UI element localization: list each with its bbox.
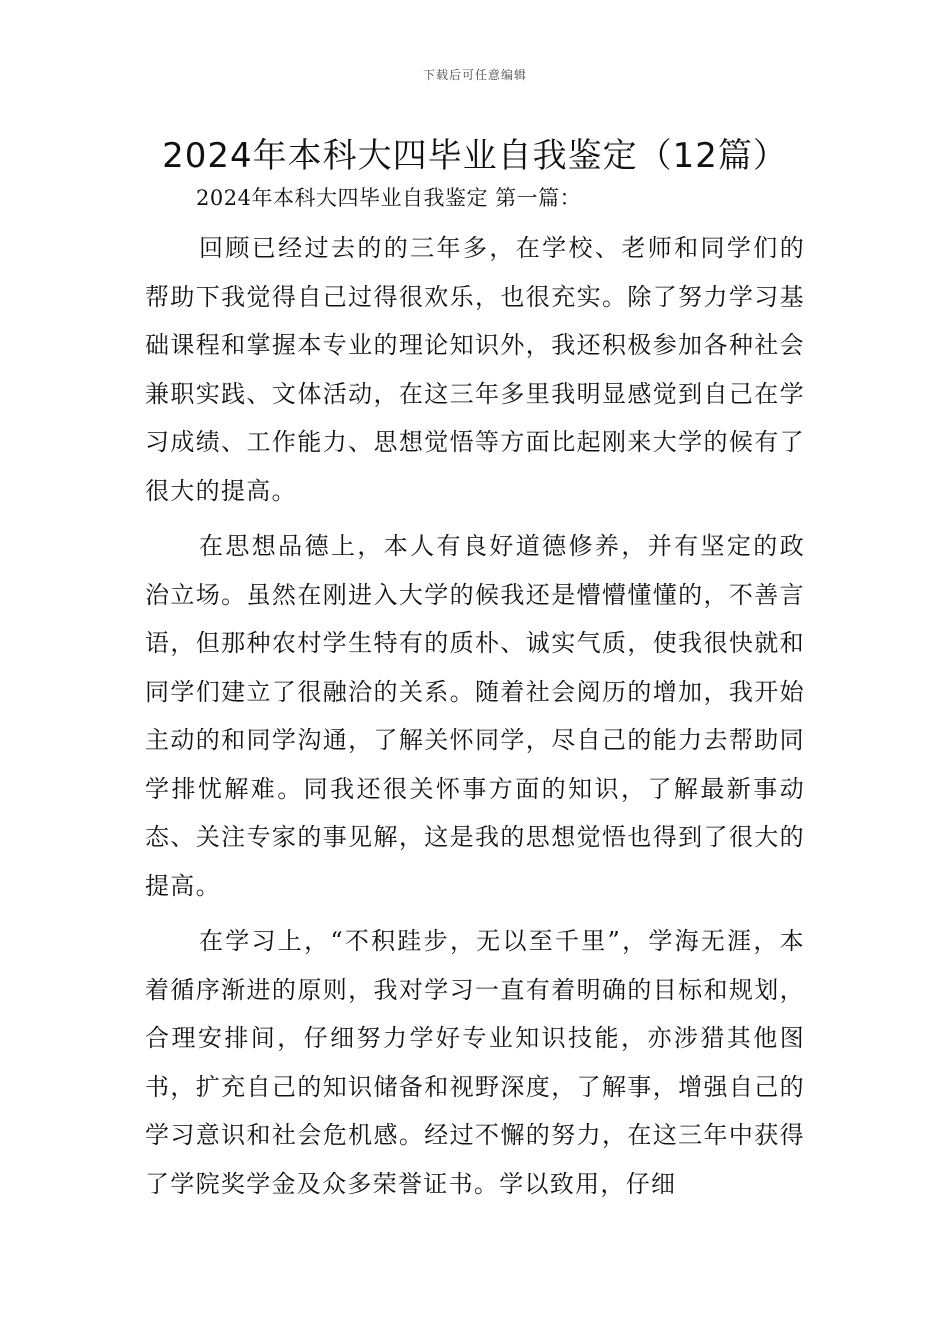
paragraph: 在学习上，“不积跬步，无以至千里”，学海无涯，本着循序渐进的原则，我对学习一直有着明确的目标和规划，合理安排间，仔细努力学好专业知识技能，亦涉猎其他图书，扩充自己的知识储备和视野深度，了解事，增强自己的学习意识和社会危机感。经过不懈的努力，在这三年中获得了学院奖学金及众多荣誉证书。学以致用，仔细 (145, 927, 805, 1198)
document-title: 2024年本科大四毕业自我鉴定（12篇） (162, 136, 788, 176)
paragraph: 回顾已经过去的的三年多，在学校、老师和同学们的帮助下我觉得自己过得很欢乐，也很充实。除了努力学习基础课程和掌握本专业的理论知识外，我还积极参加各种社会兼职实践、文体活动，在这三年多里我明显感觉到自己在学习成绩、工作能力、思想觉悟等方面比起刚来大学的候有了很大的提高。 (145, 234, 805, 505)
section-subtitle: 2024年本科大四毕业自我鉴定 第一篇： (196, 186, 582, 210)
paragraph: 在思想品德上，本人有良好道德修养，并有坚定的政治立场。虽然在刚进入大学的候我还是懵懵懂懂的，不善言语，但那种农村学生特有的质朴、诚实气质，使我很快就和同学们建立了很融洽的关系。随着社会阅历的增加，我开始主动的和同学沟通，了解关怀同学，尽自己的能力去帮助同学排忧解难。同我还很关怀事方面的知识，了解最新事动态、关注专家的事见解，这是我的思想觉悟也得到了很大的提高。 (145, 532, 805, 900)
header-note: 下载后可任意编辑 (422, 68, 527, 82)
document-body (145, 224, 805, 1215)
